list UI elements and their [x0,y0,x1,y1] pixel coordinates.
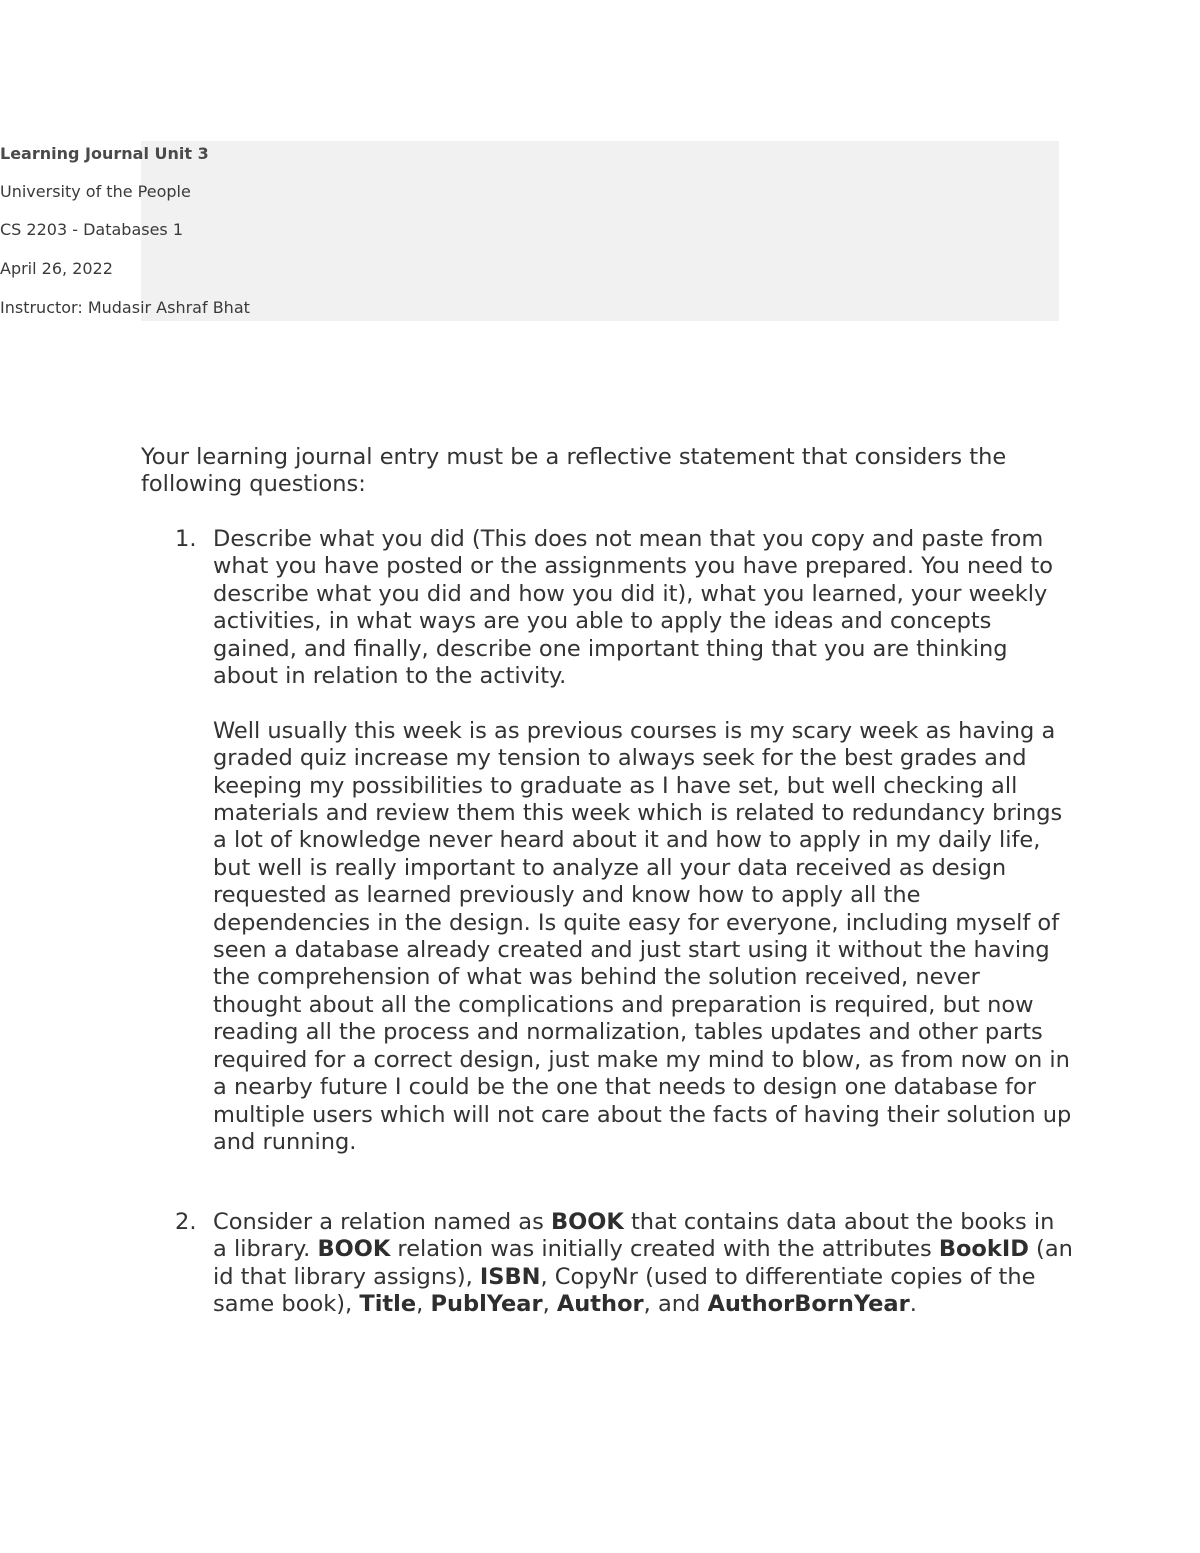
course-name: CS 2203 - Databases 1 [0,220,184,239]
bold-term: PublYear [430,1291,543,1318]
text-run: Consider a relation named as [213,1209,551,1235]
text-run: that contains data about the books in a library. [213,1209,1055,1263]
bold-term: BOOK [317,1236,391,1263]
bold-term: Author [556,1291,644,1318]
bold-term: AuthorBornYear [707,1291,910,1318]
question-body [213,526,1073,1156]
bold-term: BOOK [550,1209,624,1235]
instructor-name: Instructor: Mudasir Ashraf Bhat [0,298,250,317]
question-number: 2. [175,1209,197,1235]
bold-term: BookID [938,1236,1029,1263]
document-date: April 26, 2022 [0,259,113,278]
text-run: , and [643,1291,708,1318]
text-run: . [909,1291,917,1318]
document-title: Learning Journal Unit 3 [0,144,209,163]
text-run: relation was initially created with the attributes [390,1236,939,1263]
bold-term: Title [359,1291,417,1318]
text-run: (an id that library assigns), [213,1236,1073,1290]
text-run: , [416,1291,431,1318]
university-name: University of the People [0,182,191,201]
intro-paragraph: Your learning journal entry must be a reflective statement that considers the following questions: [141,444,1007,498]
question-body [213,1209,1073,1319]
text-run: , CopyNr (used to differentiate copies of the same book), [213,1263,1036,1318]
bold-term: ISBN [479,1263,541,1290]
question-number: 1. [175,526,197,552]
question-answer: Well usually this week is as previous courses is my scary week as having a graded quiz increase my tension to always seek for the best grades and keeping my possibilities to graduate as I have set, but well checking all materials and review them this week which is related to redundancy brings a lot of knowledge never heard about it and how to apply in my daily life, but well is really important to analyze all your data received as design requested as learned previously and know how to apply all the dependencies in the design. Is quite easy for everyone, including myself of seen a database already created and just start using it without the having the comprehension of what was behind the solution received, never thought about all the complications and preparation is required, but now reading all the process and normalization, tables updates and other parts required for a correct design, just make my mind to blow, as from now on in a nearby future I could be the one that needs to design one database for multiple users which will not care about the facts of having their solution up and running. [213,717,1072,1155]
text-run: , [542,1291,557,1318]
question-prompt [213,1209,1073,1319]
question-prompt: Describe what you did (This does not mean that you copy and paste from what you have posted or the assignments you have prepared. You need to describe what you did and how you did it), what you learned, your weekly activities, in what ways are you able to apply the ideas and concepts gained, and finally, describe one important thing that you are thinking about in relation to the activity. [213,526,1054,690]
